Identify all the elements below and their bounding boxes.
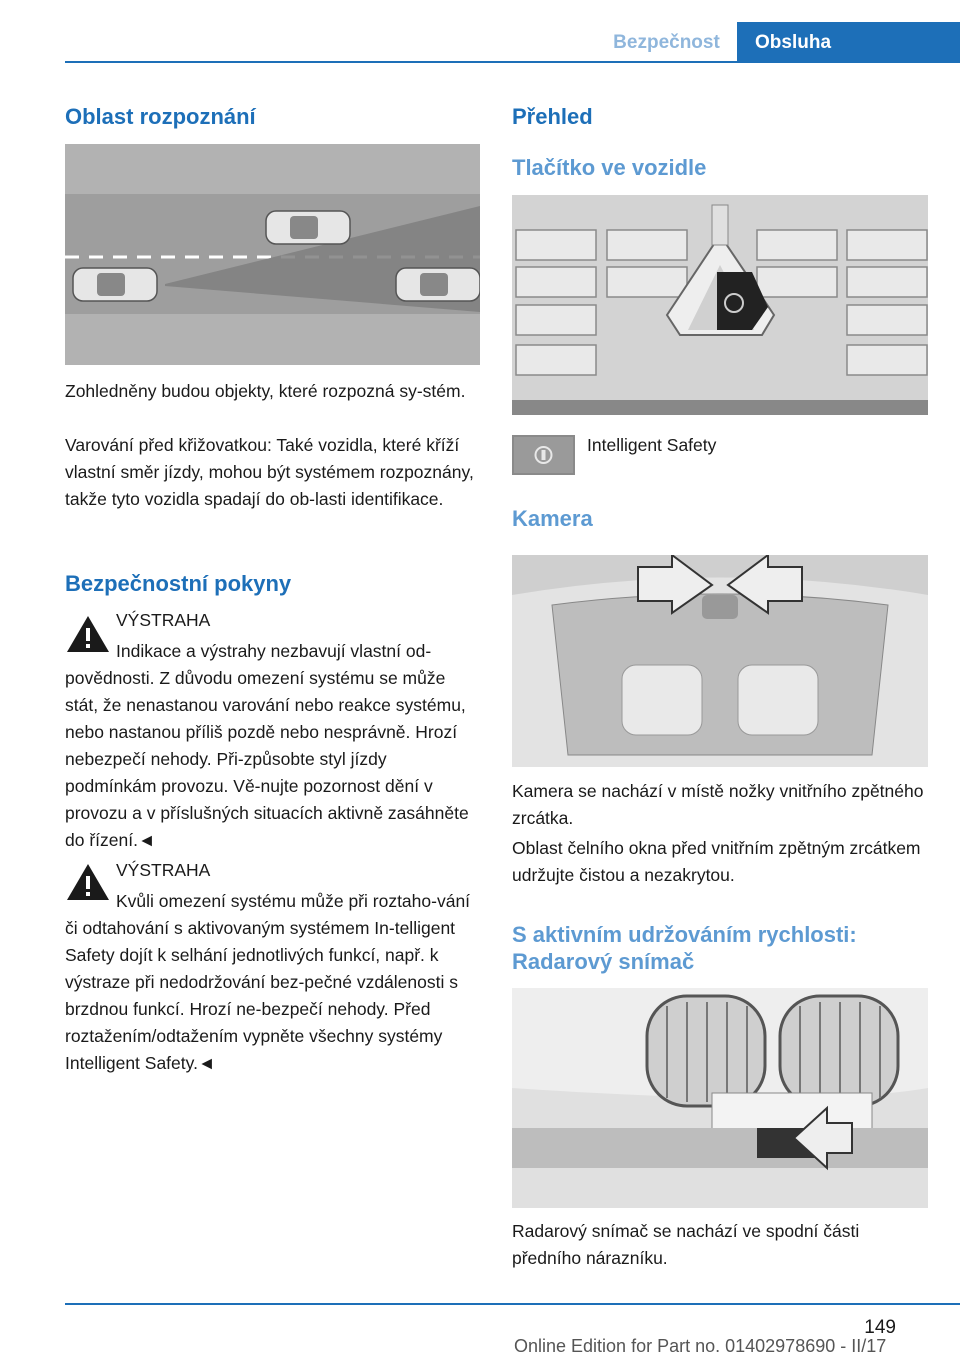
heading-camera: Kamera (512, 506, 593, 531)
heading-radar-sensor: S aktivním udržováním rychlosti: Radarový snímač (512, 922, 857, 974)
header-tab-active: Obsluha (737, 22, 960, 63)
page-number: 149 (864, 1317, 896, 1338)
button-label-intelligent-safety: Intelligent Safety (587, 435, 717, 455)
warning-2-text: Kvůli omezení systému může při roztaho‐vání či odtahování s aktivovaným systémem In‐telligent Safety dojít k selhání jednotlivých funkcí, např. k výstraze při nedodržování bez‐pečné vzdálenosti s brzdnou funkcí. Hrozí ne‐bezpečí nehody. Před roztažením/odtažením vypněte všechny systémy Intelligent Safety.◄ (65, 891, 471, 1073)
warning-1-text: Indikace a výstrahy nezbavují vlastní od‐povědnosti. Z důvodu omezení systému se může stát, že nenastanou varování nebo reakce systému, nebo nastanou příliš pozdě nebo nesprávně. Hrozí nebezpečí nehody. Při‐způsobte styl jízdy podmínkám provozu. Vě‐nujte pozornost dění v provozu a v příslušných situacích aktivně zasáhněte do řízení.◄ (65, 641, 469, 850)
paragraph-camera-2: Oblast čelního okna před vnitřním zpětným zrcátkem udržujte čistou a nezakrytou. (512, 838, 921, 885)
footer-rule (65, 1303, 960, 1305)
warning-1-title: VÝSTRAHA (116, 610, 211, 630)
intelligent-safety-button-icon (512, 435, 575, 475)
paragraph-detection-2: Varování před křižovatkou: Také vozidla, které kříží vlastní směr jízdy, mohou být systémem rozpoznány, takže tyto vozidla spadají do ob‐lasti identifikace. (65, 435, 474, 509)
heading-safety-notes: Bezpečnostní pokyny (65, 571, 292, 596)
heading-overview: Přehled (512, 104, 593, 129)
figure-camera (512, 555, 928, 767)
paragraph-radar: Radarový snímač se nachází ve spodní části předního nárazníku. (512, 1221, 860, 1268)
figure-detection-area (65, 144, 480, 365)
heading-detection-area: Oblast rozpoznání (65, 104, 256, 129)
header-rule (65, 61, 960, 63)
edition-note: Online Edition for Part no. 01402978690 - II/17 (514, 1336, 887, 1356)
paragraph-camera-1: Kamera se nachází v místě nožky vnitřního zpětného zrcátka. (512, 781, 924, 828)
warning-2-title: VÝSTRAHA (116, 860, 211, 880)
figure-button-in-vehicle (512, 195, 928, 415)
heading-button-in-vehicle: Tlačítko ve vozidle (512, 155, 707, 180)
header-tab-section: Bezpečnost (613, 32, 720, 53)
figure-radar-sensor (512, 988, 928, 1208)
paragraph-detection-1: Zohledněny budou objekty, které rozpozná sy‐stém. (65, 381, 466, 401)
